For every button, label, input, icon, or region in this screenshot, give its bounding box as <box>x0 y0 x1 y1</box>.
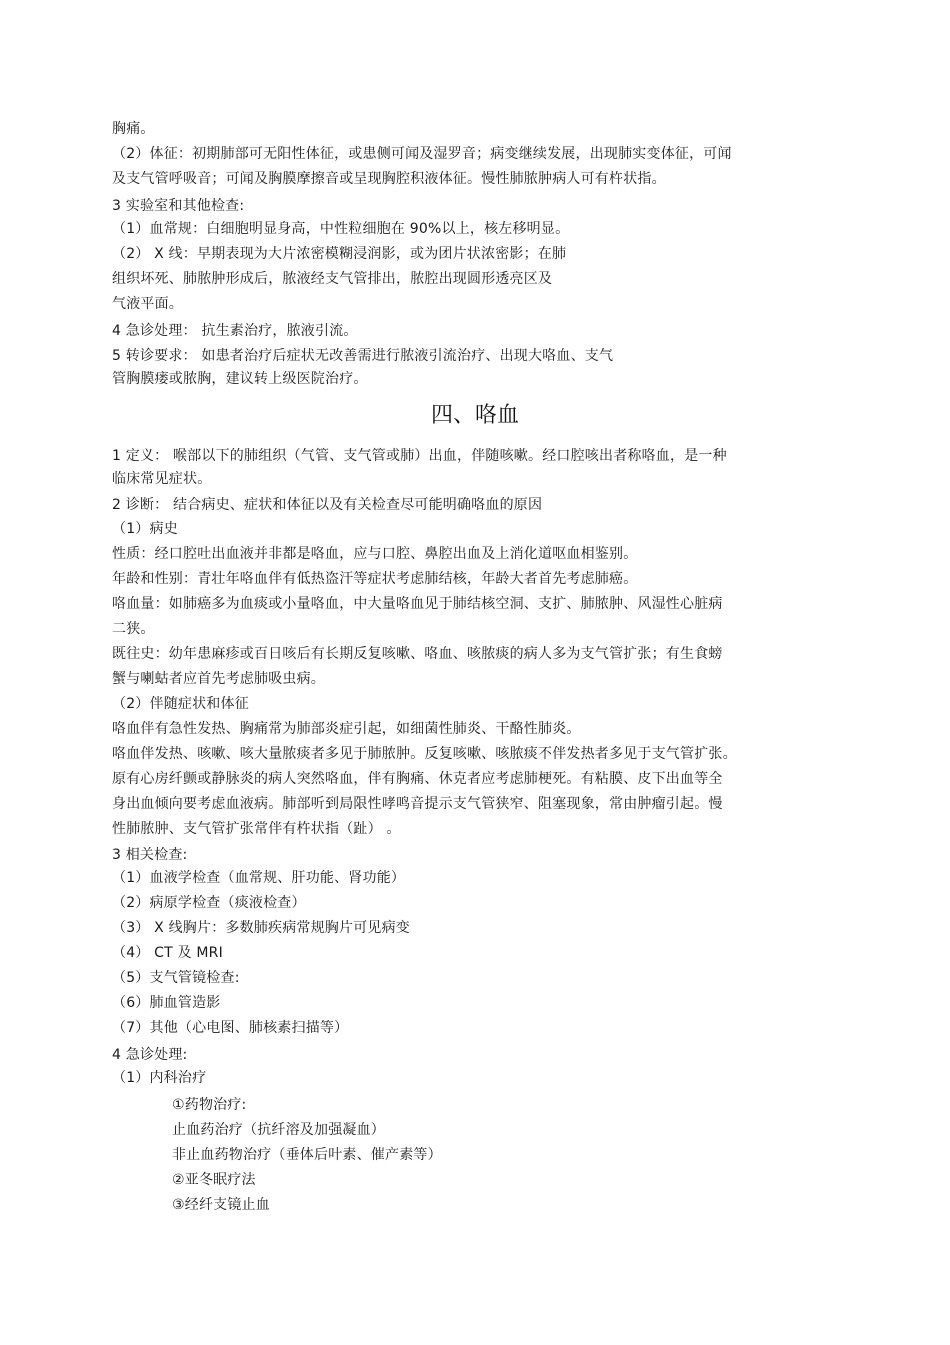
text-line: （1）血常规：白细胞明显身高，中性粒细胞在 90%以上，核左移明显。 <box>112 221 570 237</box>
text-line: 性质：经口腔吐出血液并非都是咯血，应与口腔、鼻腔出血及上消化道呕血相鉴别。 <box>112 546 638 562</box>
text-line: （1）病史 <box>112 521 178 537</box>
sub-item: ①药物治疗: <box>172 1097 247 1113</box>
chapter-title: 四、咯血 <box>430 403 519 428</box>
section-heading: 2 诊断： 结合病史、症状和体征以及有关检查尽可能明确咯血的原因 <box>112 497 543 513</box>
list-item: （7）其他（心电图、肺核素扫描等） <box>112 1020 349 1036</box>
text-line: 及支气管呼吸音；可闻及胸膜摩擦音或呈现胸腔积液体征。慢性肺脓肿病人可有杵状指。 <box>112 171 666 187</box>
list-item: （6）肺血管造影 <box>112 995 221 1011</box>
text-line: 性肺脓肿、支气管扩张常伴有杵状指（趾） 。 <box>112 821 401 837</box>
sub-item: 非止血药物治疗（垂体后叶素、催产素等） <box>172 1147 442 1163</box>
text-line: 蟹与喇蛄者应首先考虑肺吸虫病。 <box>112 671 325 687</box>
text-line: 原有心房纤颤或静脉炎的病人突然咯血，伴有胸痛、休克者应考虑肺梗死。有粘膜、皮下出血等全 <box>112 771 723 787</box>
text-line: 既往史：幼年患麻疹或百日咳后有长期反复咳嗽、咯血、咳脓痰的病人多为支气管扩张；有生食螃 <box>112 646 723 662</box>
section-heading: 4 急诊处理： 抗生素治疗，脓液引流。 <box>112 323 358 339</box>
section-heading: 3 实验室和其他检查: <box>112 198 245 214</box>
text-line: 二狭。 <box>112 621 155 637</box>
text-line: （2） X 线：早期表现为大片浓密模糊浸润影，或为团片状浓密影；在肺 <box>112 246 567 262</box>
text-line: 咯血伴发热、咳嗽、咳大量脓痰者多见于肺脓肿。反复咳嗽、咳脓痰不伴发热者多见于支气管扩张。 <box>112 746 737 762</box>
text-line: （2）伴随症状和体征 <box>112 696 249 712</box>
list-item: （3） X 线胸片：多数肺疾病常规胸片可见病变 <box>112 920 410 936</box>
sub-item: ③经纤支镜止血 <box>172 1197 270 1213</box>
text-line: 管胸膜瘘或脓胸，建议转上级医院治疗。 <box>112 371 368 387</box>
section-heading: 1 定义： 喉部以下的肺组织（气管、支气管或肺）出血，伴随咳嗽。经口腔咳出者称咯血，是一种 <box>112 448 727 464</box>
text-line: 临床常见症状。 <box>112 471 212 487</box>
list-item: （4） CT 及 MRI <box>112 945 223 961</box>
text-line: 咯血伴有急性发热、胸痛常为肺部炎症引起，如细菌性肺炎、干酪性肺炎。 <box>112 721 581 737</box>
list-item: （1）血液学检查（血常规、肝功能、肾功能） <box>112 870 406 886</box>
section-heading: 5 转诊要求： 如患者治疗后症状无改善需进行脓液引流治疗、出现大咯血、支气 <box>112 348 614 364</box>
text-line: （2）体征：初期肺部可无阳性体征，或患侧可闻及湿罗音；病变继续发展，出现肺实变体征，可闻 <box>112 146 732 162</box>
section-heading: 4 急诊处理: <box>112 1047 188 1063</box>
sub-item: 止血药治疗（抗纤溶及加强凝血） <box>172 1122 385 1138</box>
text-line: 年龄和性别：青壮年咯血伴有低热盗汗等症状考虑肺结核，年龄大者首先考虑肺癌。 <box>112 571 638 587</box>
text-line: 身出血倾向要考虑血液病。肺部听到局限性哮鸣音提示支气管狭窄、阻塞现象，常由肿瘤引起。慢 <box>112 796 723 812</box>
section-heading: 3 相关检查: <box>112 847 188 863</box>
text-line: 胸痛。 <box>112 121 155 137</box>
list-item: （2）病原学检查（痰液检查） <box>112 895 306 911</box>
text-line: 组织坏死、肺脓肿形成后，脓液经支气管排出，脓腔出现圆形透亮区及 <box>112 271 553 287</box>
text-line: 咯血量：如肺癌多为血痰或小量咯血，中大量咯血见于肺结核空洞、支扩、肺脓肿、风湿性心脏病 <box>112 596 723 612</box>
list-item: （1）内科治疗 <box>112 1070 207 1086</box>
list-item: （5）支气管镜检查: <box>112 970 240 986</box>
sub-item: ②亚冬眠疗法 <box>172 1172 256 1188</box>
text-line: 气液平面。 <box>112 296 183 312</box>
